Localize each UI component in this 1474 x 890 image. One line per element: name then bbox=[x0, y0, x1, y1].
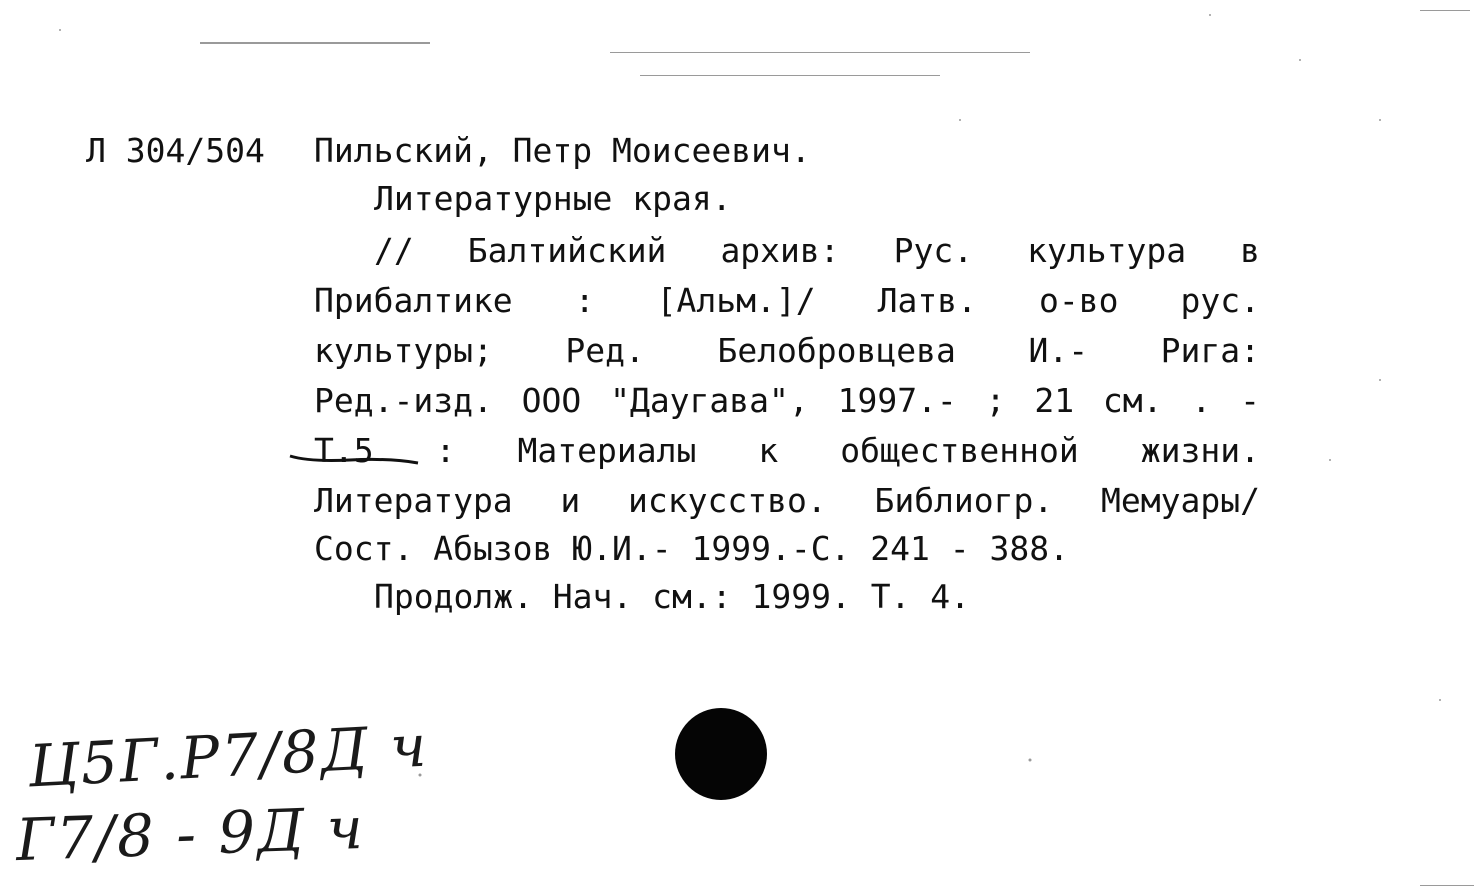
punch-hole bbox=[675, 708, 767, 800]
source-word: // bbox=[374, 231, 414, 270]
source-word: искусство. bbox=[628, 481, 827, 520]
source-word: культура bbox=[1027, 231, 1187, 270]
source-word: . bbox=[1191, 381, 1212, 420]
source-word: см. bbox=[1102, 381, 1163, 420]
source-word: культуры; bbox=[314, 331, 493, 370]
source-word: Т.5 bbox=[314, 431, 374, 470]
source-word: общественной bbox=[840, 431, 1079, 470]
source-word: Рига: bbox=[1160, 331, 1260, 370]
source-word: Латв. bbox=[877, 281, 977, 320]
source-word: и bbox=[560, 481, 581, 520]
source-word: Рус. bbox=[893, 231, 974, 270]
shelfmark: Л 304/504 bbox=[86, 131, 265, 170]
source-word: рус. bbox=[1180, 281, 1260, 320]
source-word: 1997.- bbox=[837, 381, 957, 420]
article-title: Литературные края. bbox=[374, 179, 732, 218]
source-word: Мемуары/ bbox=[1101, 481, 1260, 520]
source-word: Материалы bbox=[517, 431, 697, 470]
source-word: к bbox=[758, 431, 779, 470]
author-heading: Пильский, Петр Моисеевич. bbox=[314, 131, 811, 170]
source-word: Ред. bbox=[565, 331, 645, 370]
source-word: жизни. bbox=[1140, 431, 1260, 470]
source-word: [Альм.]/ bbox=[656, 281, 816, 320]
source-line-6 bbox=[314, 481, 1260, 520]
source-word: ; bbox=[985, 381, 1006, 420]
source-line-7: Сост. Абызов Ю.И.- 1999.-С. 241 - 388. bbox=[314, 529, 1069, 568]
source-word: Ред.-изд. bbox=[314, 381, 493, 420]
continuation-note: Продолж. Нач. см.: 1999. Т. 4. bbox=[374, 577, 971, 616]
source-word: Прибалтике bbox=[314, 281, 513, 320]
source-word: ООО bbox=[521, 381, 582, 420]
source-word: Белобровцева bbox=[717, 331, 956, 370]
handwritten-classification-2: Г7/8 - 9Д ч bbox=[14, 793, 366, 875]
source-word: "Даугава", bbox=[610, 381, 809, 420]
handwritten-classification-1: Ц5Г.Р7/8Д ч bbox=[26, 711, 430, 801]
source-word: : bbox=[435, 431, 456, 470]
source-word: Балтийский bbox=[467, 231, 667, 270]
source-word: в bbox=[1240, 231, 1260, 270]
source-word: о-во bbox=[1038, 281, 1119, 320]
source-word: : bbox=[574, 281, 595, 320]
source-word: - bbox=[1240, 381, 1260, 420]
source-word: Библиогр. bbox=[874, 481, 1054, 520]
source-word: 21 bbox=[1034, 381, 1075, 420]
source-word: И.- bbox=[1028, 331, 1089, 370]
source-word: Литература bbox=[314, 481, 513, 520]
source-word: архив: bbox=[720, 231, 840, 270]
